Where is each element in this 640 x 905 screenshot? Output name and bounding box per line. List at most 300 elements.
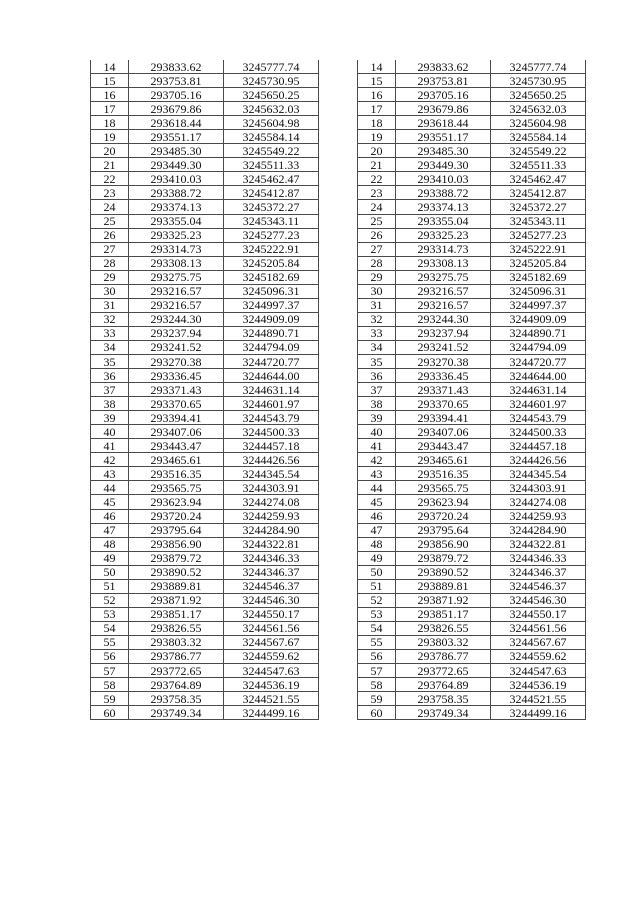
point-number-cell: 23 (358, 186, 396, 200)
x-coordinate-cell: 293679.86 (129, 102, 224, 116)
point-number-cell: 46 (358, 509, 396, 523)
y-coordinate-cell: 3244546.37 (224, 579, 319, 593)
x-coordinate-cell: 293374.13 (396, 200, 491, 214)
point-number-cell: 58 (358, 678, 396, 692)
x-coordinate-cell: 293388.72 (396, 186, 491, 200)
point-number-cell: 27 (358, 242, 396, 256)
point-number-cell: 16 (91, 88, 129, 102)
x-coordinate-cell: 293890.52 (129, 565, 224, 579)
point-number-cell: 47 (91, 523, 129, 537)
y-coordinate-cell: 3244561.56 (224, 621, 319, 635)
x-coordinate-cell: 293795.64 (129, 523, 224, 537)
point-number-cell: 34 (91, 340, 129, 354)
x-coordinate-cell: 293443.47 (129, 439, 224, 453)
y-coordinate-cell: 3245632.03 (224, 102, 319, 116)
y-coordinate-cell: 3245182.69 (224, 270, 319, 284)
point-number-cell: 42 (358, 453, 396, 467)
y-coordinate-cell: 3244521.55 (491, 692, 586, 706)
point-number-cell: 45 (91, 495, 129, 509)
x-coordinate-cell: 293871.92 (396, 593, 491, 607)
y-coordinate-cell: 3244274.08 (224, 495, 319, 509)
point-number-cell: 32 (358, 312, 396, 326)
table-row (91, 312, 319, 326)
table-row (358, 214, 586, 228)
table-row (358, 481, 586, 495)
y-coordinate-cell: 3244303.91 (224, 481, 319, 495)
point-number-cell: 50 (91, 565, 129, 579)
point-number-cell: 21 (91, 158, 129, 172)
y-coordinate-cell: 3244543.79 (491, 411, 586, 425)
table-row (91, 284, 319, 298)
y-coordinate-cell: 3244284.90 (224, 523, 319, 537)
y-coordinate-cell: 3244547.63 (491, 664, 586, 678)
table-row (91, 186, 319, 200)
x-coordinate-cell: 293314.73 (129, 242, 224, 256)
y-coordinate-cell: 3245343.11 (491, 214, 586, 228)
table-row (91, 214, 319, 228)
x-coordinate-cell: 293244.30 (129, 312, 224, 326)
table-row (91, 397, 319, 411)
point-number-cell: 55 (358, 635, 396, 649)
point-number-cell: 19 (91, 130, 129, 144)
y-coordinate-cell: 3245604.98 (224, 116, 319, 130)
x-coordinate-cell: 293370.65 (396, 397, 491, 411)
x-coordinate-cell: 293370.65 (129, 397, 224, 411)
y-coordinate-cell: 3244499.16 (224, 706, 319, 720)
x-coordinate-cell: 293705.16 (129, 88, 224, 102)
point-number-cell: 46 (91, 509, 129, 523)
x-coordinate-cell: 293355.04 (129, 214, 224, 228)
point-number-cell: 52 (91, 593, 129, 607)
x-coordinate-cell: 293325.23 (129, 228, 224, 242)
point-number-cell: 50 (358, 565, 396, 579)
y-coordinate-cell: 3244720.77 (224, 354, 319, 368)
coordinate-table-right (357, 60, 586, 720)
x-coordinate-cell: 293758.35 (396, 692, 491, 706)
y-coordinate-cell: 3244322.81 (491, 537, 586, 551)
y-coordinate-cell: 3244426.56 (491, 453, 586, 467)
x-coordinate-cell: 293720.24 (396, 509, 491, 523)
point-number-cell: 35 (91, 354, 129, 368)
y-coordinate-cell: 3245222.91 (491, 242, 586, 256)
x-coordinate-cell: 293826.55 (129, 621, 224, 635)
point-number-cell: 19 (358, 130, 396, 144)
point-number-cell: 57 (91, 664, 129, 678)
x-coordinate-cell: 293772.65 (396, 664, 491, 678)
x-coordinate-cell: 293623.94 (129, 495, 224, 509)
y-coordinate-cell: 3244426.56 (224, 453, 319, 467)
table-row (91, 649, 319, 663)
y-coordinate-cell: 3244550.17 (491, 607, 586, 621)
point-number-cell: 43 (91, 467, 129, 481)
x-coordinate-cell: 293879.72 (129, 551, 224, 565)
point-number-cell: 55 (91, 635, 129, 649)
point-number-cell: 51 (91, 579, 129, 593)
x-coordinate-cell: 293623.94 (396, 495, 491, 509)
x-coordinate-cell: 293565.75 (396, 481, 491, 495)
table-row (358, 537, 586, 551)
point-number-cell: 44 (91, 481, 129, 495)
point-number-cell: 40 (358, 425, 396, 439)
table-row (358, 284, 586, 298)
point-number-cell: 58 (91, 678, 129, 692)
table-row (91, 228, 319, 242)
x-coordinate-cell: 293325.23 (396, 228, 491, 242)
x-coordinate-cell: 293410.03 (129, 172, 224, 186)
y-coordinate-cell: 3245277.23 (224, 228, 319, 242)
y-coordinate-cell: 3245511.33 (224, 158, 319, 172)
table-row (91, 326, 319, 340)
point-number-cell: 38 (91, 397, 129, 411)
point-number-cell: 53 (358, 607, 396, 621)
table-row (358, 298, 586, 312)
table-row (91, 369, 319, 383)
table-row (91, 88, 319, 102)
x-coordinate-cell: 293355.04 (396, 214, 491, 228)
table-row (358, 621, 586, 635)
x-coordinate-cell: 293565.75 (129, 481, 224, 495)
y-coordinate-cell: 3244259.93 (491, 509, 586, 523)
y-coordinate-cell: 3245632.03 (491, 102, 586, 116)
x-coordinate-cell: 293374.13 (129, 200, 224, 214)
point-number-cell: 60 (91, 706, 129, 720)
y-coordinate-cell: 3245205.84 (224, 256, 319, 270)
table-row (91, 537, 319, 551)
table-row (91, 678, 319, 692)
x-coordinate-cell: 293516.35 (396, 467, 491, 481)
point-number-cell: 59 (358, 692, 396, 706)
table-row (358, 74, 586, 88)
point-number-cell: 25 (358, 214, 396, 228)
point-number-cell: 36 (358, 369, 396, 383)
y-coordinate-cell: 3245511.33 (491, 158, 586, 172)
table-row (91, 200, 319, 214)
point-number-cell: 22 (358, 172, 396, 186)
point-number-cell: 45 (358, 495, 396, 509)
x-coordinate-cell: 293551.17 (129, 130, 224, 144)
y-coordinate-cell: 3245412.87 (224, 186, 319, 200)
table-row (91, 270, 319, 284)
y-coordinate-cell: 3244346.37 (491, 565, 586, 579)
y-coordinate-cell: 3244559.62 (491, 649, 586, 663)
x-coordinate-cell: 293889.81 (129, 579, 224, 593)
x-coordinate-cell: 293449.30 (129, 158, 224, 172)
table-row (91, 242, 319, 256)
x-coordinate-cell: 293618.44 (129, 116, 224, 130)
point-number-cell: 28 (91, 256, 129, 270)
table-row (91, 411, 319, 425)
y-coordinate-cell: 3245650.25 (224, 88, 319, 102)
y-coordinate-cell: 3244644.00 (224, 369, 319, 383)
table-row (358, 88, 586, 102)
point-number-cell: 18 (358, 116, 396, 130)
y-coordinate-cell: 3245343.11 (224, 214, 319, 228)
y-coordinate-cell: 3244631.14 (491, 383, 586, 397)
point-number-cell: 26 (91, 228, 129, 242)
point-number-cell: 39 (358, 411, 396, 425)
x-coordinate-cell: 293764.89 (396, 678, 491, 692)
table-row (358, 326, 586, 340)
table-row (358, 579, 586, 593)
point-number-cell: 31 (91, 298, 129, 312)
point-number-cell: 29 (91, 270, 129, 284)
point-number-cell: 33 (91, 326, 129, 340)
y-coordinate-cell: 3244322.81 (224, 537, 319, 551)
point-number-cell: 36 (91, 369, 129, 383)
x-coordinate-cell: 293485.30 (129, 144, 224, 158)
y-coordinate-cell: 3245096.31 (224, 284, 319, 298)
table-row (358, 523, 586, 537)
x-coordinate-cell: 293407.06 (129, 425, 224, 439)
point-number-cell: 29 (358, 270, 396, 284)
point-number-cell: 59 (91, 692, 129, 706)
x-coordinate-cell: 293314.73 (396, 242, 491, 256)
x-coordinate-cell: 293720.24 (129, 509, 224, 523)
table-row (358, 635, 586, 649)
x-coordinate-cell: 293749.34 (129, 706, 224, 720)
point-number-cell: 39 (91, 411, 129, 425)
table-row (358, 593, 586, 607)
y-coordinate-cell: 3245096.31 (491, 284, 586, 298)
table-row (91, 130, 319, 144)
y-coordinate-cell: 3244567.67 (224, 635, 319, 649)
point-number-cell: 37 (91, 383, 129, 397)
point-number-cell: 48 (358, 537, 396, 551)
y-coordinate-cell: 3245549.22 (491, 144, 586, 158)
y-coordinate-cell: 3245650.25 (491, 88, 586, 102)
point-number-cell: 14 (358, 60, 396, 74)
x-coordinate-cell: 293449.30 (396, 158, 491, 172)
table-row (91, 340, 319, 354)
y-coordinate-cell: 3244720.77 (491, 354, 586, 368)
table-row (358, 340, 586, 354)
y-coordinate-cell: 3244457.18 (491, 439, 586, 453)
table-row (91, 551, 319, 565)
y-coordinate-cell: 3244890.71 (491, 326, 586, 340)
table-row (358, 186, 586, 200)
table-row (358, 397, 586, 411)
table-row (91, 144, 319, 158)
table-row (358, 439, 586, 453)
y-coordinate-cell: 3244457.18 (224, 439, 319, 453)
y-coordinate-cell: 3244631.14 (224, 383, 319, 397)
x-coordinate-cell: 293851.17 (129, 607, 224, 621)
y-coordinate-cell: 3244536.19 (224, 678, 319, 692)
point-number-cell: 24 (358, 200, 396, 214)
point-number-cell: 40 (91, 425, 129, 439)
table-row (358, 453, 586, 467)
table-row (358, 509, 586, 523)
table-row (358, 60, 586, 74)
x-coordinate-cell: 293241.52 (396, 340, 491, 354)
x-coordinate-cell: 293237.94 (129, 326, 224, 340)
x-coordinate-cell: 293803.32 (129, 635, 224, 649)
y-coordinate-cell: 3244500.33 (491, 425, 586, 439)
table-row (358, 369, 586, 383)
x-coordinate-cell: 293879.72 (396, 551, 491, 565)
table-row (358, 102, 586, 116)
y-coordinate-cell: 3244345.54 (224, 467, 319, 481)
table-row (358, 256, 586, 270)
table-row (358, 425, 586, 439)
x-coordinate-cell: 293275.75 (129, 270, 224, 284)
coordinate-table-body (358, 60, 586, 720)
point-number-cell: 53 (91, 607, 129, 621)
point-number-cell: 56 (358, 649, 396, 663)
point-number-cell: 30 (358, 284, 396, 298)
table-row (91, 256, 319, 270)
y-coordinate-cell: 3245222.91 (224, 242, 319, 256)
x-coordinate-cell: 293270.38 (396, 354, 491, 368)
x-coordinate-cell: 293407.06 (396, 425, 491, 439)
table-row (358, 706, 586, 720)
coordinate-table-body (91, 60, 319, 720)
x-coordinate-cell: 293336.45 (129, 369, 224, 383)
x-coordinate-cell: 293216.57 (396, 284, 491, 298)
point-number-cell: 41 (358, 439, 396, 453)
point-number-cell: 35 (358, 354, 396, 368)
point-number-cell: 54 (358, 621, 396, 635)
y-coordinate-cell: 3244561.56 (491, 621, 586, 635)
y-coordinate-cell: 3244567.67 (491, 635, 586, 649)
table-row (91, 495, 319, 509)
x-coordinate-cell: 293465.61 (129, 453, 224, 467)
x-coordinate-cell: 293803.32 (396, 635, 491, 649)
y-coordinate-cell: 3244601.97 (224, 397, 319, 411)
table-row (91, 467, 319, 481)
y-coordinate-cell: 3244499.16 (491, 706, 586, 720)
x-coordinate-cell: 293551.17 (396, 130, 491, 144)
point-number-cell: 14 (91, 60, 129, 74)
x-coordinate-cell: 293856.90 (396, 537, 491, 551)
point-number-cell: 41 (91, 439, 129, 453)
x-coordinate-cell: 293871.92 (129, 593, 224, 607)
point-number-cell: 54 (91, 621, 129, 635)
x-coordinate-cell: 293890.52 (396, 565, 491, 579)
table-row (358, 228, 586, 242)
point-number-cell: 25 (91, 214, 129, 228)
point-number-cell: 23 (91, 186, 129, 200)
point-number-cell: 57 (358, 664, 396, 678)
y-coordinate-cell: 3244346.33 (491, 551, 586, 565)
point-number-cell: 28 (358, 256, 396, 270)
point-number-cell: 52 (358, 593, 396, 607)
table-row (91, 481, 319, 495)
y-coordinate-cell: 3245777.74 (491, 60, 586, 74)
y-coordinate-cell: 3244644.00 (491, 369, 586, 383)
y-coordinate-cell: 3244997.37 (491, 298, 586, 312)
y-coordinate-cell: 3244346.33 (224, 551, 319, 565)
table-row (358, 495, 586, 509)
table-row (91, 354, 319, 368)
table-row (358, 692, 586, 706)
point-number-cell: 31 (358, 298, 396, 312)
y-coordinate-cell: 3245372.27 (224, 200, 319, 214)
x-coordinate-cell: 293410.03 (396, 172, 491, 186)
x-coordinate-cell: 293336.45 (396, 369, 491, 383)
table-row (91, 116, 319, 130)
y-coordinate-cell: 3245584.14 (224, 130, 319, 144)
x-coordinate-cell: 293851.17 (396, 607, 491, 621)
x-coordinate-cell: 293749.34 (396, 706, 491, 720)
table-row (91, 579, 319, 593)
point-number-cell: 34 (358, 340, 396, 354)
table-row (358, 172, 586, 186)
table-row (358, 565, 586, 579)
x-coordinate-cell: 293826.55 (396, 621, 491, 635)
table-row (91, 509, 319, 523)
y-coordinate-cell: 3244546.30 (224, 593, 319, 607)
table-row (91, 425, 319, 439)
x-coordinate-cell: 293753.81 (396, 74, 491, 88)
x-coordinate-cell: 293308.13 (129, 256, 224, 270)
x-coordinate-cell: 293833.62 (396, 60, 491, 74)
table-row (358, 144, 586, 158)
y-coordinate-cell: 3244601.97 (491, 397, 586, 411)
y-coordinate-cell: 3244890.71 (224, 326, 319, 340)
x-coordinate-cell: 293388.72 (129, 186, 224, 200)
point-number-cell: 27 (91, 242, 129, 256)
y-coordinate-cell: 3244274.08 (491, 495, 586, 509)
y-coordinate-cell: 3244303.91 (491, 481, 586, 495)
table-row (91, 706, 319, 720)
table-row (91, 565, 319, 579)
table-row (358, 664, 586, 678)
point-number-cell: 15 (358, 74, 396, 88)
x-coordinate-cell: 293270.38 (129, 354, 224, 368)
point-number-cell: 20 (358, 144, 396, 158)
point-number-cell: 37 (358, 383, 396, 397)
y-coordinate-cell: 3244547.63 (224, 664, 319, 678)
table-row (358, 270, 586, 284)
x-coordinate-cell: 293516.35 (129, 467, 224, 481)
y-coordinate-cell: 3244284.90 (491, 523, 586, 537)
x-coordinate-cell: 293371.43 (396, 383, 491, 397)
y-coordinate-cell: 3245372.27 (491, 200, 586, 214)
y-coordinate-cell: 3244794.09 (491, 340, 586, 354)
table-row (358, 158, 586, 172)
y-coordinate-cell: 3244543.79 (224, 411, 319, 425)
x-coordinate-cell: 293764.89 (129, 678, 224, 692)
table-row (91, 158, 319, 172)
x-coordinate-cell: 293705.16 (396, 88, 491, 102)
table-row (358, 116, 586, 130)
point-number-cell: 18 (91, 116, 129, 130)
table-row (91, 439, 319, 453)
x-coordinate-cell: 293679.86 (396, 102, 491, 116)
table-row (358, 200, 586, 214)
x-coordinate-cell: 293216.57 (129, 298, 224, 312)
x-coordinate-cell: 293394.41 (396, 411, 491, 425)
y-coordinate-cell: 3244346.37 (224, 565, 319, 579)
point-number-cell: 21 (358, 158, 396, 172)
point-number-cell: 44 (358, 481, 396, 495)
table-row (358, 678, 586, 692)
table-row (91, 635, 319, 649)
table-row (91, 453, 319, 467)
table-row (358, 411, 586, 425)
y-coordinate-cell: 3245604.98 (491, 116, 586, 130)
y-coordinate-cell: 3245412.87 (491, 186, 586, 200)
table-row (91, 692, 319, 706)
coordinate-table-left (90, 60, 319, 720)
point-number-cell: 20 (91, 144, 129, 158)
x-coordinate-cell: 293786.77 (396, 649, 491, 663)
x-coordinate-cell: 293772.65 (129, 664, 224, 678)
y-coordinate-cell: 3245584.14 (491, 130, 586, 144)
table-row (358, 467, 586, 481)
table-row (358, 649, 586, 663)
